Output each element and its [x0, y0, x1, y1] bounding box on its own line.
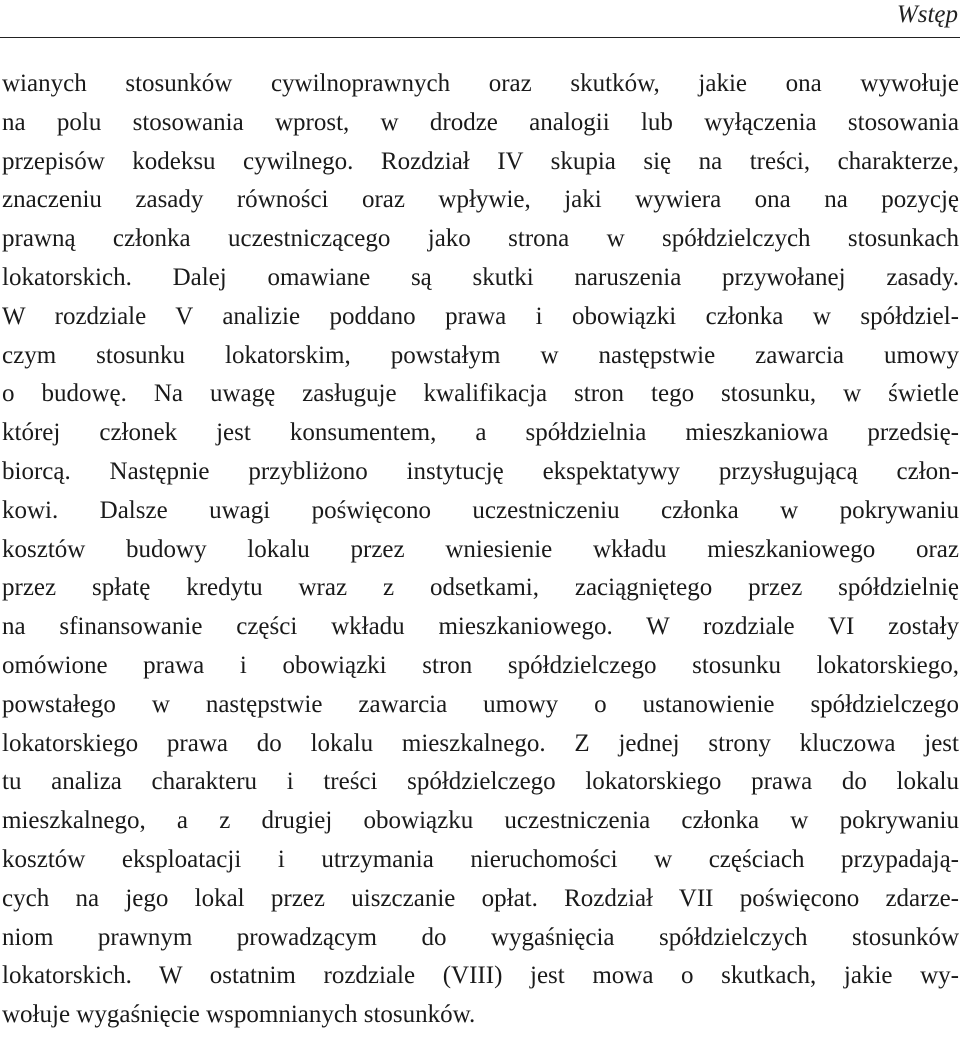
text-line: lokatorskich. W ostatnim rozdziale (VIII) jest mowa o skutkach, jakie wy- — [2, 962, 959, 990]
text-line: kowi. Dalsze uwagi poświęcono uczestniczeniu członka w pokrywaniu — [2, 496, 959, 524]
text-line: czym stosunku lokatorskim, powstałym w następstwie zawarcia umowy — [2, 341, 959, 369]
body-text — [2, 65, 959, 1035]
text-line: przepisów kodeksu cywilnego. Rozdział IV skupia się na treści, charakterze, — [2, 147, 959, 175]
text-line: lokatorskich. Dalej omawiane są skutki naruszenia przywołanej zasady. — [2, 263, 959, 291]
text-line: kosztów eksploatacji i utrzymania nieruchomości w częściach przypadają- — [2, 845, 959, 873]
text-line: tu analiza charakteru i treści spółdzielczego lokatorskiego prawa do lokalu — [2, 768, 959, 796]
text-line: biorcą. Następnie przybliżono instytucję ekspektatywy przysługującą człon- — [2, 457, 959, 485]
text-line: powstałego w następstwie zawarcia umowy o ustanowienie spółdzielczego — [2, 690, 959, 718]
text-line: lokatorskiego prawa do lokalu mieszkalnego. Z jednej strony kluczowa jest — [2, 729, 959, 757]
text-line: kosztów budowy lokalu przez wniesienie wkładu mieszkaniowego oraz — [2, 535, 959, 563]
text-line: cych na jego lokal przez uiszczanie opłat. Rozdział VII poświęcono zdarze- — [2, 884, 959, 912]
running-header — [0, 0, 960, 38]
text-line: prawną członka uczestniczącego jako strona w spółdzielczych stosunkach — [2, 225, 959, 253]
text-line: na sfinansowanie części wkładu mieszkaniowego. W rozdziale VI zostały — [2, 613, 959, 641]
text-line: omówione prawa i obowiązki stron spółdzielczego stosunku lokatorskiego, — [2, 651, 959, 679]
running-title: Wstęp — [896, 1, 958, 28]
text-line: przez spłatę kredytu wraz z odsetkami, zaciągniętego przez spółdzielnię — [2, 574, 959, 602]
text-line: znaczeniu zasady równości oraz wpływie, jaki wywiera ona na pozycję — [2, 186, 959, 214]
text-line: o budowę. Na uwagę zasługuje kwalifikacja stron tego stosunku, w świetle — [2, 380, 959, 408]
text-line: niom prawnym prowadzącym do wygaśnięcia spółdzielczych stosunków — [2, 923, 959, 951]
text-line: wołuje wygaśnięcie wspomnianych stosunków. — [2, 1001, 476, 1029]
text-line: wianych stosunków cywilnoprawnych oraz skutków, jakie ona wywołuje — [2, 70, 959, 97]
text-line: której członek jest konsumentem, a spółdzielnia mieszkaniowa przedsię- — [2, 419, 959, 447]
text-line: W rozdziale V analizie poddano prawa i obowiązki członka w spółdziel- — [2, 302, 959, 330]
text-line: na polu stosowania wprost, w drodze analogii lub wyłączenia stosowania — [2, 108, 959, 136]
text-line: mieszkalnego, a z drugiej obowiązku uczestniczenia członka w pokrywaniu — [2, 807, 959, 835]
